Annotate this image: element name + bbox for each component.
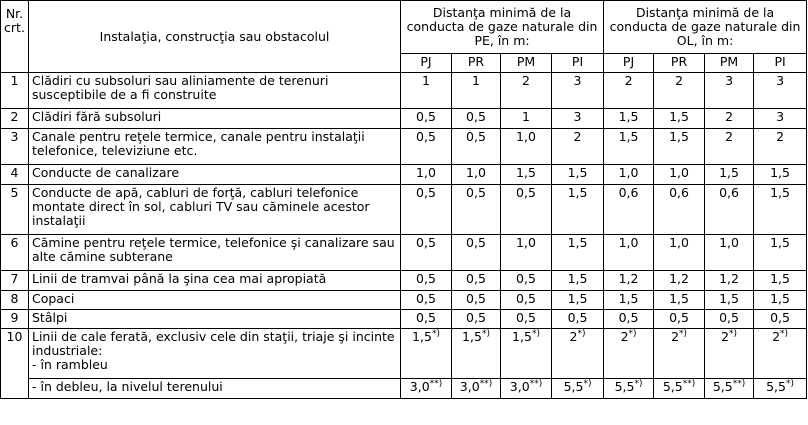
cell-value: 0,5 <box>452 109 501 129</box>
cell-value: 1 <box>401 73 452 109</box>
row-label: Copaci <box>29 291 401 310</box>
row-label: Clădiri fără subsoluri <box>29 109 401 129</box>
cell-value: 1,0 <box>401 165 452 185</box>
cell-value: 3,0 <box>409 379 430 394</box>
footnote-mark: *) <box>583 379 592 389</box>
table-row <box>1 271 807 291</box>
table-row <box>1 310 807 329</box>
cell-value: 0,5 <box>401 271 452 291</box>
cell-value: 0,5 <box>501 185 552 235</box>
cell-value: 1,0 <box>705 235 754 271</box>
cell-value: 2 <box>501 73 552 109</box>
cell-value: 1,0 <box>604 235 654 271</box>
cell-value: 1,0 <box>501 235 552 271</box>
row-label: Stâlpi <box>29 310 401 329</box>
cell-value: 0,5 <box>452 291 501 310</box>
cell-value: 5,5 <box>614 379 635 394</box>
row-label: - în debleu, la nivelul terenului <box>29 379 401 399</box>
cell-value: 1,2 <box>654 271 705 291</box>
row-nr: 3 <box>1 129 29 165</box>
header-group-ol: Distanţa minimă de la conducta de gaze naturale din OL, în m: <box>604 1 807 54</box>
cell-value: 3 <box>754 73 807 109</box>
cell-value: 2 <box>552 129 604 165</box>
cell-value: 1,5 <box>552 291 604 310</box>
cell-value: 3 <box>705 73 754 109</box>
footnote-mark: **) <box>529 379 543 389</box>
table-row <box>1 379 807 399</box>
row-nr: 8 <box>1 291 29 310</box>
cell-value: 0,5 <box>754 310 807 329</box>
row-nr: 4 <box>1 165 29 185</box>
footnote-mark: *) <box>634 379 643 389</box>
footnote-mark: *) <box>786 379 795 389</box>
cell-value: 1,5 <box>552 235 604 271</box>
footnote-mark: *) <box>628 329 637 339</box>
cell-value: 0,5 <box>654 310 705 329</box>
cell-value: 1,5 <box>654 291 705 310</box>
cell-value: 1,5 <box>705 165 754 185</box>
table-row <box>1 185 807 235</box>
cell-value: 0,5 <box>501 310 552 329</box>
table-row <box>1 109 807 129</box>
cell-value: 0,5 <box>401 185 452 235</box>
cell-value: 1,5 <box>552 185 604 235</box>
cell-value: 1,0 <box>604 165 654 185</box>
row-nr: 6 <box>1 235 29 271</box>
footnote-mark: *) <box>729 329 738 339</box>
cell-value: 1,5 <box>754 185 807 235</box>
cell-value: 2 <box>705 129 754 165</box>
cell-value: 0,5 <box>501 271 552 291</box>
cell-value: 2 <box>654 73 705 109</box>
cell-value: 3 <box>552 109 604 129</box>
row-nr: 2 <box>1 109 29 129</box>
cell-value: 1,5 <box>501 165 552 185</box>
cell-value: 0,6 <box>604 185 654 235</box>
cell-value: 1,5 <box>462 329 482 344</box>
cell-value: 2 <box>754 129 807 165</box>
table-row <box>1 291 807 310</box>
cell-value: 2 <box>772 329 781 344</box>
cell-value: 1,0 <box>654 165 705 185</box>
cell-value: 0,5 <box>604 310 654 329</box>
cell-value: 0,5 <box>401 291 452 310</box>
cell-value: 1,5 <box>412 329 432 344</box>
cell-value: 0,5 <box>452 235 501 271</box>
footnote-mark: *) <box>780 329 789 339</box>
footnote-mark: **) <box>732 379 746 389</box>
footnote-mark: *) <box>431 329 440 339</box>
header-installation: Instalaţia, construcţia sau obstacolul <box>29 1 401 73</box>
cell-value: 0,5 <box>452 129 501 165</box>
cell-value: 1,5 <box>754 235 807 271</box>
table-row <box>1 329 807 379</box>
footnote-mark: **) <box>682 379 696 389</box>
cell-value: 0,5 <box>401 129 452 165</box>
cell-value: 5,5 <box>563 379 584 394</box>
cell-value: 1,5 <box>705 291 754 310</box>
cell-value: 1,5 <box>754 165 807 185</box>
cell-value: 3,0 <box>509 379 530 394</box>
cell-value: 0,5 <box>401 109 452 129</box>
cell-value: 0,6 <box>654 185 705 235</box>
footnote-mark: *) <box>531 329 540 339</box>
subheader-pe-pm: PM <box>501 54 552 73</box>
table-row <box>1 73 807 109</box>
cell-value: 5,5 <box>712 379 733 394</box>
cell-value: 0,5 <box>552 310 604 329</box>
cell-value: 3 <box>754 109 807 129</box>
row-nr: 1 <box>1 73 29 109</box>
cell-value: 1,5 <box>654 109 705 129</box>
row-label: Conducte de apă, cabluri de forţă, cabluri telefonice montate direct în sol, cabluri TV sau căminele acestor instalaţii <box>29 185 401 235</box>
row-label-sub: - în rambleu <box>32 357 108 372</box>
cell-value: 0,5 <box>401 310 452 329</box>
table-row <box>1 165 807 185</box>
row-label: Canale pentru reţele termice, canale pentru instalaţii telefonice, televiziune etc. <box>29 129 401 165</box>
cell-value: 1,2 <box>705 271 754 291</box>
footnote-mark: *) <box>481 329 490 339</box>
cell-value: 0,6 <box>705 185 754 235</box>
cell-value: 0,5 <box>452 185 501 235</box>
cell-value: 1,0 <box>501 129 552 165</box>
row-label: Linii de tramvai până la şina cea mai apropiată <box>29 271 401 291</box>
subheader-ol-pm: PM <box>705 54 754 73</box>
cell-value: 5,5 <box>662 379 683 394</box>
cell-value: 0,5 <box>705 310 754 329</box>
cell-value: 2 <box>604 73 654 109</box>
cell-value: 0,5 <box>401 235 452 271</box>
cell-value: 1,5 <box>552 165 604 185</box>
cell-value: 2 <box>671 329 680 344</box>
footnote-mark: **) <box>429 379 443 389</box>
cell-value: 1,5 <box>654 129 705 165</box>
cell-value: 1,5 <box>604 129 654 165</box>
subheader-pe-pj: PJ <box>401 54 452 73</box>
cell-value: 3 <box>552 73 604 109</box>
header-nr: Nr. crt. <box>1 1 29 73</box>
cell-value: 1 <box>501 109 552 129</box>
row-label: Clădiri cu subsoluri sau aliniamente de terenuri susceptibile de a fi construite <box>29 73 401 109</box>
header-group-pe: Distanţa minimă de la conducta de gaze naturale din PE, în m: <box>401 1 604 54</box>
row-nr: 7 <box>1 271 29 291</box>
cell-value: 2 <box>705 109 754 129</box>
cell-value: 1,0 <box>452 165 501 185</box>
subheader-pe-pr: PR <box>452 54 501 73</box>
cell-value: 1 <box>452 73 501 109</box>
row-label <box>29 329 401 379</box>
subheader-pe-pi: PI <box>552 54 604 73</box>
table-row <box>1 235 807 271</box>
cell-value: 1,5 <box>754 271 807 291</box>
subheader-ol-pj: PJ <box>604 54 654 73</box>
footnote-mark: *) <box>577 329 586 339</box>
cell-value: 1,5 <box>552 271 604 291</box>
cell-value: 3,0 <box>459 379 480 394</box>
cell-value: 0,5 <box>501 291 552 310</box>
footnote-mark: **) <box>479 379 493 389</box>
row-label: Conducte de canalizare <box>29 165 401 185</box>
cell-value: 0,5 <box>452 310 501 329</box>
cell-value: 1,2 <box>604 271 654 291</box>
row-nr: 5 <box>1 185 29 235</box>
cell-value: 1,5 <box>754 291 807 310</box>
footnote-mark: *) <box>679 329 688 339</box>
cell-value: 0,5 <box>452 271 501 291</box>
cell-value: 1,5 <box>512 329 532 344</box>
cell-value: 1,5 <box>604 291 654 310</box>
cell-value: 1,5 <box>604 109 654 129</box>
row-nr: 9 <box>1 310 29 329</box>
cell-value: 2 <box>569 329 578 344</box>
table-row <box>1 129 807 165</box>
cell-value: 2 <box>620 329 629 344</box>
row-nr: 10 <box>1 329 29 399</box>
cell-value: 2 <box>721 329 730 344</box>
row-label: Cămine pentru reţele termice, telefonice şi canalizare sau alte cămine subterane <box>29 235 401 271</box>
cell-value: 5,5 <box>766 379 786 394</box>
subheader-ol-pr: PR <box>654 54 705 73</box>
subheader-ol-pi: PI <box>754 54 807 73</box>
row-label-main: Linii de cale ferată, exclusiv cele din staţii, triaje şi incinte industriale: <box>32 329 395 358</box>
cell-value: 1,0 <box>654 235 705 271</box>
